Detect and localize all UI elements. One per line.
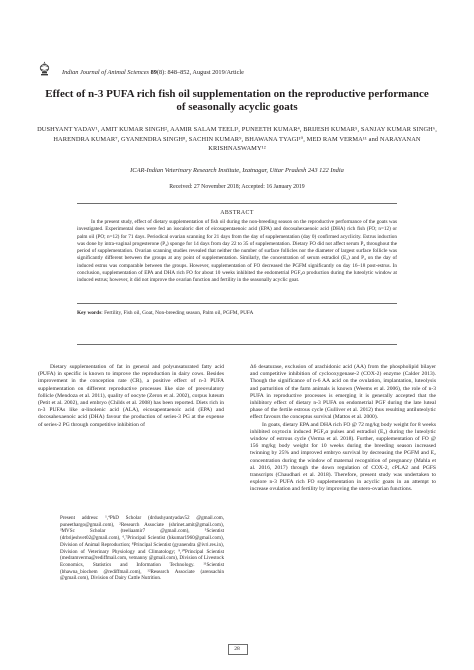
keywords-text: : Fertility, Fish oil, Goat, Non-breeding season, Palm oil, PGFM, PUFA bbox=[101, 310, 254, 316]
abstract-bottom-rule bbox=[77, 303, 397, 304]
intro-paragraph-1: Dietary supplementation of fat in general and polyunsaturated fatty acid (PUFA) in specific is known to improve the reproduction in dairy cows. Besides improvement in the conception rate (CR), a positive effect of n-3 PUFA supplementation on different reproductive processes like size of preovulatory follicle (Mendoza et al. 2011), quality of oocyte (Zeron et al. 2002), corpus luteum (Petit et al. 2002), and embryo (Childs et al. 2008) has been reported. Diets rich in n-3 PUFAs like α-linolenic acid (ALA), eicosapentaenoic acid (EPA) and docosahexaenoic acid (DHA) favour the production of series-3 PG at the expense of series-2 PG through competitive inhibition of bbox=[38, 364, 224, 428]
journal-name: Indian Journal of Animal Sciences bbox=[62, 69, 149, 76]
intro-paragraph-3: In goats, dietary EPA and DHA rich FO @ 72 mg/kg body weight for 8 weeks inhibited oxytocin induced PGF₂α pulses and estradiol (E₂) during the luteolytic window of estrous cycle (Verma et al. 2018). Further, supplementation of FO @ 156 mg/kg body weight for 10 weeks during the breeding season increased twinning by 25% and improved embryo survival by decreasing the PGFM and E₂ concentration during the window of maternal recognition of pregnancy (Mahla et al. 2016, 2017) through the down regulation of COX-2, cPLA2 and PGFS transcripts (Chaudhari et al. 2018). Therefore, present study was undertaken to explore n-3 PUFA rich FO supplementation in acyclic goats in an attempt to increase ovulation and fertility by improving the utero-ovarian functions. bbox=[250, 421, 436, 493]
journal-logo-icon bbox=[38, 61, 51, 77]
paper-title: Effect of n-3 PUFA rich fish oil supplementation on the reproductive performance of seasonally acyclic goats bbox=[45, 88, 429, 113]
abstract-top-rule bbox=[77, 203, 397, 204]
footnote-text: Present address: ¹,⁴PhD Scholar (drdushyantyadav52 @gmail.com, puneethargo@gmail.com), ²Research Associate (shrinet.amit@gmail.com), ³MVSc Scholar (teeliaamir7 @gmail.com), ⁵Scientist (drbrijeshvet02@gmail.com), ⁶,⁷Principal Scientist (hkumar1960@gmail.com), Division of Animal Reproduction; ⁸Principal Scientist (gyanendra @ivri.res.in), Division of Veterinary Physiology and Climatology; ⁹,¹⁰Principal Scientist (medramverma@rediffmail.com, vetnanny @gmail.com), Division of Livestock Economics, Statistics and Information Technology. ¹¹Scientist (bhawna_biochem @rediffmail.com), ¹²Research Associate (arensachin @gmail.com), Division of Dairy Cattle Nutrition. bbox=[60, 515, 224, 582]
page-number: 28 bbox=[234, 646, 240, 652]
received-accepted-dates: Received: 27 November 2018; Accepted: 16 January 2019 bbox=[169, 184, 305, 190]
keywords bbox=[77, 310, 397, 317]
author-address-footnote bbox=[38, 515, 224, 582]
author-list: DUSHYANT YADAV¹, AMIT KUMAR SINGH², AAMIR SALAM TEELI³, PUNEETH KUMAR⁴, BRIJESH KUMAR⁵, SANJAY KUMAR SINGH⁶, HARENDRA KUMAR⁷, GYANENDRA SINGH⁸, SACHIN KUMAR⁹, BHAWANA TYAGI¹⁰, MED RAM VERMA¹¹ and NARAYANAN KRISHNASWAMY¹² bbox=[37, 126, 437, 153]
abstract-heading: ABSTRACT bbox=[220, 210, 254, 216]
body-right-column bbox=[250, 364, 436, 494]
journal-issue-pages: (8): 848–852, August 2019/Article bbox=[156, 69, 244, 76]
body-left-column bbox=[38, 364, 224, 429]
journal-citation bbox=[62, 69, 244, 76]
journal-volume: 89 bbox=[150, 69, 157, 76]
intro-paragraph-2: Δ6 desaturase, exclusion of arachidonic acid (AA) from the phospholipid bilayer and competitive inhibition of cyclooxygenase-2 (COX-2) enzyme (Calder 2013). Though the significance of n-6 AA acid on the ovulation, implantation, luteolysis and parturition of the farm animals is known (Weems et al. 2006), the role of n-3 PUFA in reproductive processes is emerging it is generally accepted that the inhibitory effect of dietary n-3 PUFA on endometrial PGF during the late luteal phase of the fertile estrous cycle (Gulliver et al. 2012) thus resulting antiluteolytic effect favours the conceptus survival (Mattos et al. 2000). bbox=[250, 364, 436, 421]
keywords-bottom-rule bbox=[77, 344, 397, 345]
affiliation: ICAR-Indian Veterinary Research Institute, Izatnagar, Uttar Pradesh 243 122 India bbox=[130, 167, 344, 174]
abstract-text: In the present study, effect of dietary supplementation of fish oil during the non-breeding season on the reproductive performance of the goats was investigated. Experimental does were fed an isocaloric diet of eicosapentaenoic acid (EPA) and docosahexaenoic acid (DHA) rich fish (FO; n=12) or palm oil (PO; n=12) for 71 days. Periodical ovarian scanning for 21 days from the day of supplementation (day 0) confirmed acyclicity. Estrus induction was done by intra-vaginal progesterone (P₄) sponge for 14 days from day 22 to 35 of supplementation. Dietary FO did not affect serum P₄ throughout the period of supplementation. Ovarian scanning studies revealed that neither the number of surface follicles nor the diameter of largest surface follicle was significantly different between the groups at any point of supplementation. Similarly, the concentration of serum estradiol (E₂) and P₄ on the day of induced estrus was comparable between the groups. However, supplementation of FO decreased the PGFM significantly on day 16–18 post-estrus. In conclusion, supplementation of EPA and DHA rich FO for about 10 weeks inhibited the endometrial PGF₂α production during the luteolytic window at induced estrus; however, it did not improve the ovarian function and fertility in the seasonally acyclic goat. bbox=[77, 219, 397, 284]
keywords-label: Key words bbox=[77, 310, 102, 316]
